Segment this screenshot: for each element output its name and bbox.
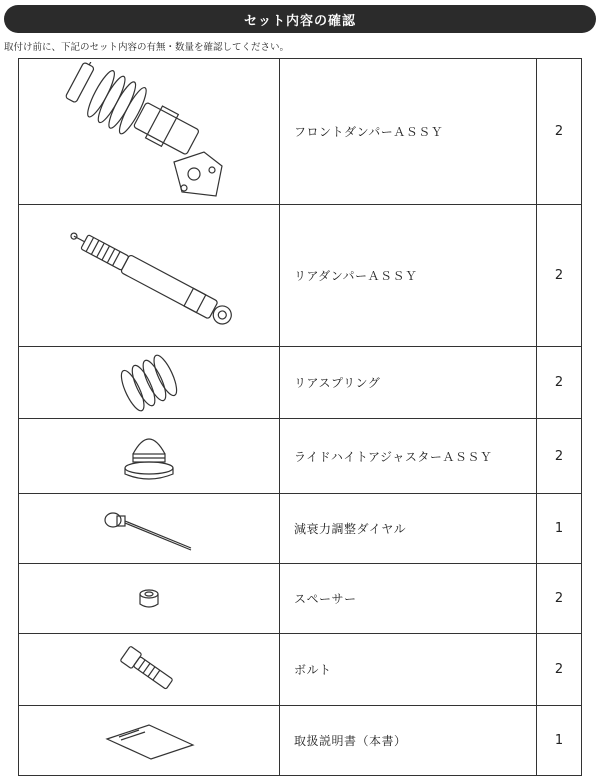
item-qty: 2 [537,564,582,634]
table-row [19,205,582,347]
manual-icon [99,721,199,761]
table-row [19,634,582,706]
front-damper-assy-icon [54,62,244,202]
item-name: リアスプリング [280,347,537,419]
item-qty: 1 [537,706,582,776]
item-name: フロントダンパーＡＳＳＹ [280,59,537,205]
page-title: セット内容の確認 [243,13,356,29]
table-row [19,59,582,205]
item-qty: 2 [537,634,582,706]
item-name: スペーサー [280,564,537,634]
parts-table [18,58,582,776]
table-row [19,347,582,419]
damping-dial-icon [99,504,199,554]
item-qty: 2 [537,205,582,347]
ride-height-adjuster-icon [119,428,179,484]
rear-spring-icon [109,353,189,413]
item-name: 取扱説明書（本書） [280,706,537,776]
header-bar [4,5,596,33]
intro-text: 取付け前に、下記のセット内容の有無・数量を確認してください。 [4,42,290,53]
table-row [19,419,582,494]
item-name: リアダンパーＡＳＳＹ [280,205,537,347]
spacer-icon [134,584,164,614]
table-row [19,564,582,634]
item-qty: 2 [537,347,582,419]
table-row [19,706,582,776]
rear-damper-assy-icon [54,216,244,336]
bolt-icon [114,645,184,695]
item-qty: 1 [537,494,582,564]
item-name: 減衰力調整ダイヤル [280,494,537,564]
item-qty: 2 [537,419,582,494]
item-name: ボルト [280,634,537,706]
item-name: ライドハイトアジャスターＡＳＳＹ [280,419,537,494]
table-row [19,494,582,564]
item-qty: 2 [537,59,582,205]
